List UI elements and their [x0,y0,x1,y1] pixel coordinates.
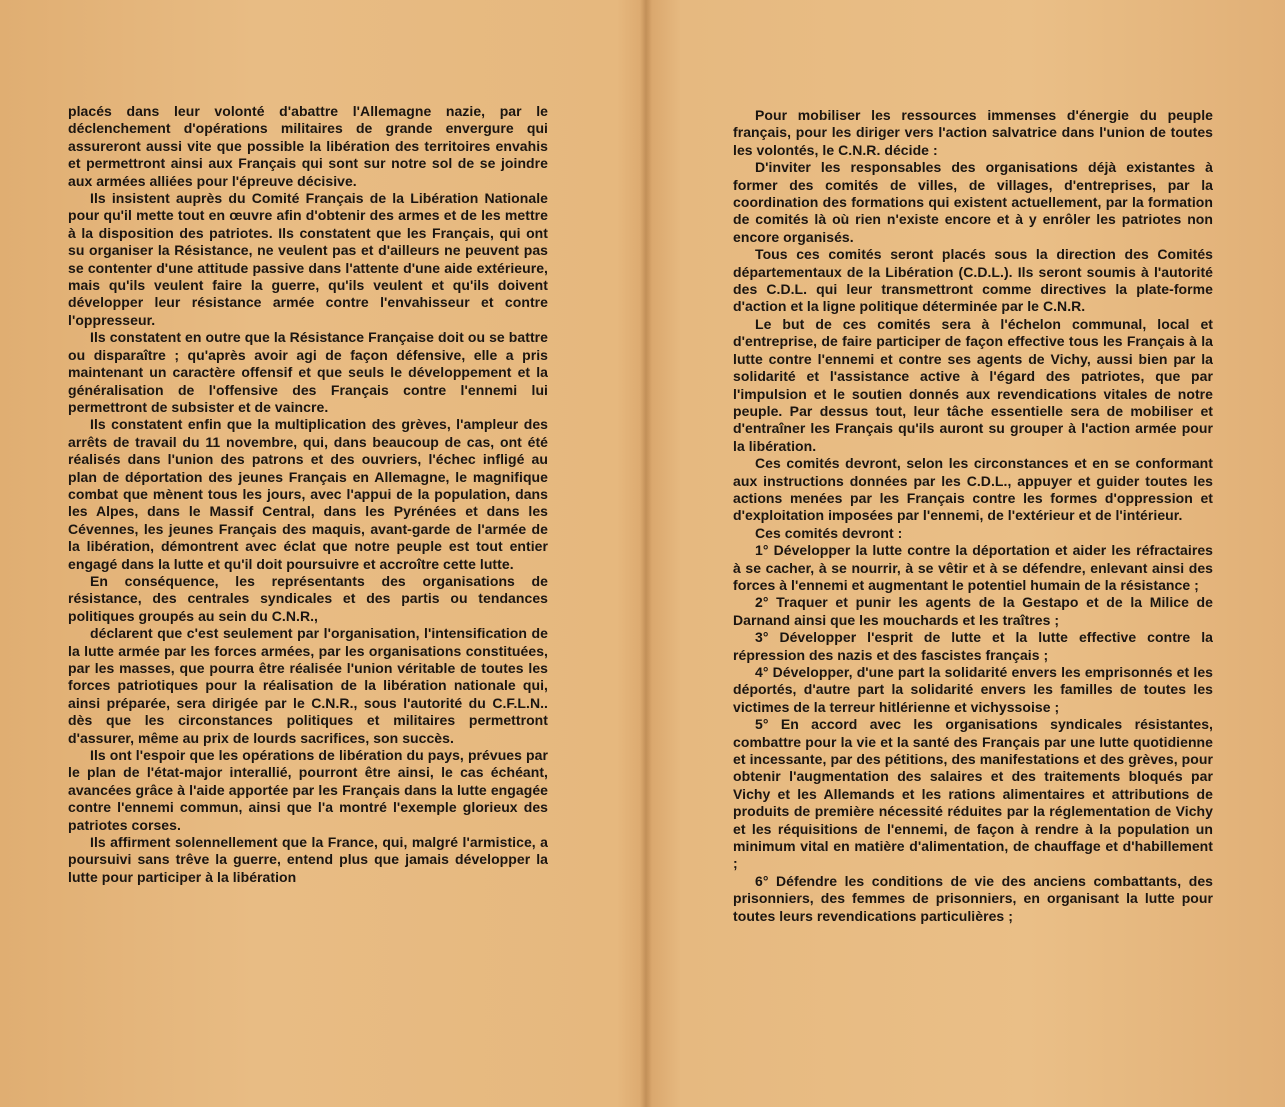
right-paragraph: 2° Traquer et punir les agents de la Gestapo et de la Milice de Darnand ainsi que les mouchards et les traîtres ; [733,594,1213,628]
right-paragraph: Le but de ces comités sera à l'échelon communal, local et d'entreprise, de faire participer de façon effective tous les Français à la lutte contre l'ennemi et contre ses agents de Vichy, aussi bien par la solidarité et l'assistance active à l'égard des patriotes, que par l'impulsion et le soutien donnés aux revendications vitales de notre peuple. Par dessus tout, leur tâche essentielle sera de mobiliser et d'entraîner les Français qu'ils auront su grouper à l'action armée pour la libération. [733,315,1213,454]
right-paragraph: 3° Développer l'esprit de lutte et la lutte effective contre la répression des nazis et des fascistes français ; [733,629,1213,663]
left-paragraph: Ils insistent auprès du Comité Français de la Libération Nationale pour qu'il mette tout en œuvre afin d'obtenir des armes et de les mettre à la disposition des patriotes. Ils constatent que les Français, qui ont su organiser la Résistance, ne veulent pas et d'ailleurs ne peuvent pas se contenter d'une attitude passive dans l'attente d'une aide extérieure, mais qu'ils veulent faire la guerre, qu'ils veulent et qu'ils doivent développer leur résistance armée contre l'envahisseur et contre l'oppresseur. [68,190,548,328]
right-page [733,107,1213,925]
right-paragraph: 5° En accord avec les organisations syndicales résistantes, combattre pour la vie et la santé des Français par une lutte quotidienne et incessante, par des pétitions, des manifestations et des grèves, pour obtenir l'augmentation des salaires et des traitements bloqués par Vichy et les Allemands et les rations alimentaires et attributions de produits de première nécessité réduites par la réglementation de Vichy et les réquisitions de l'ennemi, de façon à rendre à la population un minimum vital en matière d'alimentation, de chauffage et d'habillement ; [733,716,1213,872]
right-paragraph: 1° Développer la lutte contre la déportation et aider les réfractaires à se cacher, à se nourrir, à se vêtir et à se défendre, enlevant ainsi des forces à l'ennemi et augmentant le potentiel humain de la résistance ; [733,542,1213,593]
left-paragraph: Ils constatent enfin que la multiplication des grèves, l'ampleur des arrêts de travail du 11 novembre, qui, dans beaucoup de cas, ont été réalisés dans l'union des patrons et des ouvriers, l'échec infligé au plan de déportation des jeunes Français en Allemagne, le magnifique combat que mènent tous les jours, avec l'appui de la population, dans les Alpes, dans le Massif Central, dans les Pyrénées et dans les Cévennes, les jeunes Français des maquis, avant-garde de l'armée de la libération, démontrent avec éclat que notre peuple est tout entier engagé dans la lutte et qu'il doit poursuivre et accroître cette lutte. [68,416,548,572]
right-paragraph: Ces comités devront, selon les circonstances et en se conformant aux instructions données par les C.D.L., appuyer et guider toutes les actions menées par les Français contre les formes d'oppression et d'exploitation imposées par l'ennemi, de l'extérieur et de l'intérieur. [733,455,1213,524]
right-paragraph: 4° Développer, d'une part la solidarité envers les emprisonnés et les déportés, d'autre part la solidarité envers les familles de toutes les victimes de la terreur hitlérienne et vichyssoise ; [733,664,1213,715]
left-paragraph: Ils constatent en outre que la Résistance Française doit ou se battre ou disparaître ; qu'après avoir agi de façon défensive, elle a pris maintenant un caractère offensif et que seuls le développement et la généralisation de l'offensive des Français contre l'ennemi lui permettront de subsister et de vaincre. [68,329,548,415]
right-paragraph: 6° Défendre les conditions de vie des anciens combattants, des prisonniers, des femmes de prisonniers, en organisant la lutte pour toutes leurs revendications particulières ; [733,872,1213,924]
right-paragraph: D'inviter les responsables des organisations déjà existantes à former des comités de villes, de villages, d'entreprises, par la coordination des formations qui existent actuellement, par la formation de comités là où rien n'existe encore et à y enrôler les patriotes non encore organisés. [733,159,1213,245]
right-paragraph: Pour mobiliser les ressources immenses d'énergie du peuple français, pour les diriger vers l'action salvatrice dans l'union de toutes les volontés, le C.N.R. décide : [733,107,1213,158]
page-fold [640,0,652,1107]
left-paragraph: déclarent que c'est seulement par l'organisation, l'intensification de la lutte armée par les forces armées, par les organisations constituées, par les masses, que pourra être réalisée l'union véritable de toutes les forces patriotiques pour la réalisation de la libération nationale qui, ainsi préparée, sera dirigée par le C.N.R., sous l'autorité du C.F.L.N.. dès que les circonstances politiques et militaires permettront d'assurer, même au prix de lourds sacrifices, son succès. [68,625,548,746]
left-paragraph: placés dans leur volonté d'abattre l'Allemagne nazie, par le déclenchement d'opérations militaires de grande envergure qui assureront aussi vite que possible la libération des territoires envahis et permettront ainsi aux Français qui sont sur notre sol de se joindre aux armées alliées pour l'épreuve décisive. [68,103,548,189]
left-paragraph: Ils ont l'espoir que les opérations de libération du pays, prévues par le plan de l'état-major interallié, pourront être ainsi, le cas échéant, avancées grâce à l'aide apportée par les Français dans la lutte engagée contre l'ennemi commun, ainsi que l'a montré l'exemple glorieux des patriotes corses. [68,747,548,833]
left-paragraph: En conséquence, les représentants des organisations de résistance, des centrales syndicales et des partis ou tendances politiques groupés au sein du C.N.R., [68,572,548,624]
right-paragraph: Ces comités devront : [755,524,903,541]
left-paragraph: Ils affirment solennellement que la France, qui, malgré l'armistice, a poursuivi sans trêve la guerre, entend plus que jamais développer la lutte pour participer à la libération [68,834,548,885]
right-paragraph: Tous ces comités seront placés sous la direction des Comités départementaux de la Libération (C.D.L.). Ils seront soumis à l'autorité des C.D.L. qui leur transmettront comme directives la plate-forme d'action et la ligne politique déterminée par le C.N.R. [733,246,1213,315]
left-page [68,103,548,886]
